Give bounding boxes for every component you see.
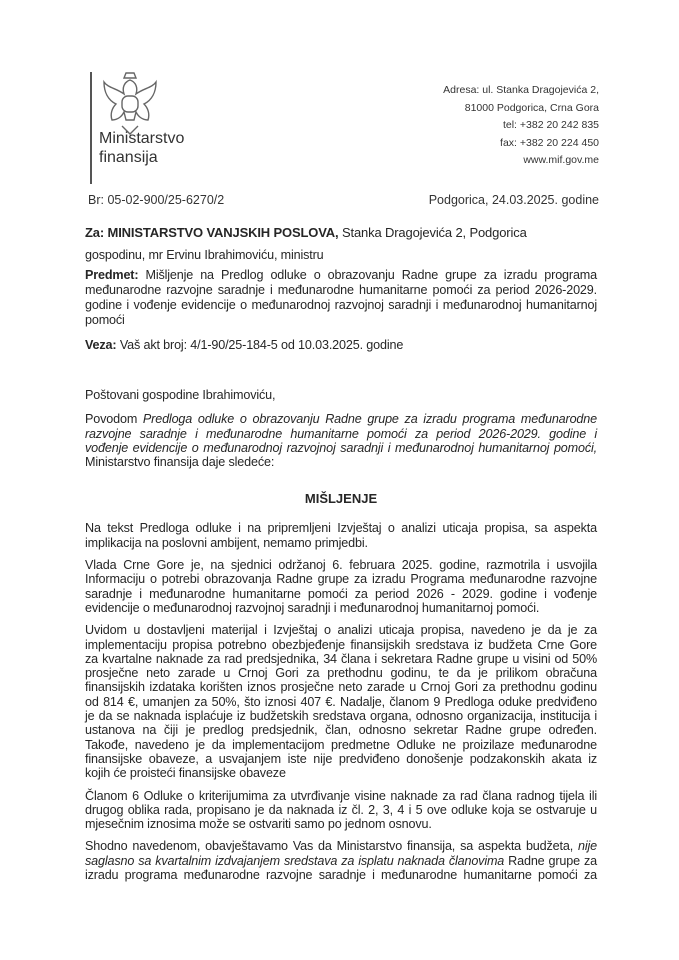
subject-line: međunarodne razvojne saradnje i međunarodne humanitarne pomoći za period 2026-2029. — [85, 283, 597, 297]
text-segment: kojih će proisteći finansijske obaveze — [85, 766, 286, 781]
text-segment: je da se naknada isplaćuje iz budžetskih sredstava organa, odnosno organizacija, institucija i — [85, 709, 597, 724]
text-line — [85, 521, 597, 535]
text-segment: saradnje i međunarodne humanitarne pomoći za period 2026 - 2029. godine i vođenje — [85, 586, 597, 601]
reference-label: Veza: — [85, 338, 117, 352]
reference-text: Vaš akt broj: 4/1-90/25-184-5 od 10.03.2025. godine — [116, 338, 404, 352]
text-line — [85, 854, 597, 868]
text-line — [85, 638, 597, 652]
article-6-paragraph — [85, 789, 597, 832]
text-segment: Na tekst Predloga odluke i na pripremljeni Izvještaj o analizi uticaja propisa, sa aspekta — [85, 521, 597, 536]
text-line — [85, 789, 597, 803]
salutation: Poštovani gospodine Ibrahimoviću, — [85, 388, 276, 402]
text-segment: od 814 €, umanjen za 50%, što iznosi 407 €. Nadalje, članom 9 Predloga oduke predviđeno — [85, 694, 597, 709]
address-line: Adresa: ul. Stanka Dragojevića 2, — [443, 84, 599, 96]
text-segment: drugog oblika rada, propisano je da naknada iz čl. 2, 3, 4 i 5 ove odluke koja se ostvaruje u — [85, 802, 597, 817]
text-line — [85, 441, 597, 455]
address-city: 81000 Podgorica, Crna Gora — [464, 101, 599, 114]
subject-label: Predmet: — [85, 268, 139, 282]
text-segment: Vlada Crne Gore je, na sjednici održanoj 6. februara 2025. godine, razmotrila i usvojila — [85, 558, 597, 573]
text-line — [85, 803, 597, 817]
text-segment: izradu programa međunarodne razvojne saradnje i međunarodne humanitarne pomoći za — [85, 868, 597, 883]
recipient-name: MINISTARSTVO VANJSKIH POSLOVA, — [107, 225, 339, 240]
text-line — [85, 652, 597, 666]
text-segment: Uvidom u dostavljeni materijal i Izvještaj o analizi uticaja propisa, navedeno je da je za — [85, 623, 597, 638]
text-segment: implementaciju propisa potrebno obezbjeđenje finansijskih sredstava iz budžeta Crne Gore — [85, 637, 597, 652]
recipient-line — [85, 225, 597, 240]
text-segment: Povodom — [85, 412, 143, 427]
government-paragraph — [85, 558, 597, 615]
text-line — [85, 817, 597, 831]
text-line — [85, 601, 597, 615]
subject-line: Mišljenje na Predlog odluke o obrazovanju Radne grupe za izradu programa — [138, 268, 597, 282]
text-line — [85, 868, 597, 882]
text-line — [85, 752, 597, 766]
text-line — [85, 738, 597, 752]
place-date: Podgorica, 24.03.2025. godine — [428, 193, 599, 207]
letterhead-divider — [90, 72, 92, 184]
no-remarks-paragraph — [85, 521, 597, 550]
text-segment: finansijskih izdataka korišten iznos prosječne neto zarade u Crnoj Gori za prethodnu godinu — [85, 680, 597, 695]
subject — [85, 268, 597, 328]
text-line — [85, 709, 597, 723]
recipient-person: gospodinu, mr Ervinu Ibrahimoviću, ministru — [85, 248, 324, 262]
italic-text: nije — [577, 839, 597, 854]
phone: tel: +382 20 242 835 — [502, 119, 599, 131]
text-line — [85, 427, 597, 441]
text-line — [85, 723, 597, 737]
text-segment: prosječne neto zarade u Crnoj Gori za prethodnu godinu, te da je prilikom obračuna — [85, 666, 597, 681]
text-segment: Takođe, navedeno je da implementacijom predmetne Odluke ne proizilaze međunarodne — [85, 737, 597, 752]
text-line — [85, 587, 597, 601]
italic-text: Predloga odluke o obrazovanju Radne grupe za izradu programa međunarodne — [142, 412, 597, 427]
coat-of-arms-icon — [100, 70, 160, 138]
text-segment: implikacija na poslovni ambijent, nemamo primjedbi. — [85, 535, 368, 550]
conclusion-paragraph — [85, 839, 597, 882]
text-segment: Informaciju o potrebi obrazovanja Radne grupe za izradu Programa međunarodne razvojne — [85, 572, 597, 587]
ministry-name — [99, 129, 184, 167]
ministry-name-line2: finansija — [99, 149, 158, 166]
text-line — [85, 412, 597, 426]
text-segment: Radne grupe za — [504, 853, 597, 868]
subject-line: pomoći — [85, 313, 125, 327]
text-line — [85, 680, 597, 694]
reference-number: Br: 05-02-900/25-6270/2 — [88, 193, 225, 207]
opinion-title: MIŠLJENJE — [304, 491, 378, 507]
text-segment: finansijske obaveze, a usvajanjem iste nije predviđeno donošenje podzakonskih akata iz — [85, 751, 597, 766]
text-segment: za kvartalne naknade za rad predsjednika, 34 člana i sekretara Radne grupe u visini od 50% — [85, 651, 597, 666]
text-line — [85, 666, 597, 680]
italic-text: saglasno sa kvartalnim izdvajanjem sredstava za isplatu naknada članovima — [85, 853, 505, 868]
text-segment: ustanova na čiji je predlog predsjednik, član, odnosno sekretar Radne grupe određen. — [85, 723, 597, 738]
intro-paragraph — [85, 412, 597, 469]
text-line — [85, 839, 597, 853]
ministry-name-line1: Ministarstvo — [99, 130, 185, 147]
letter-body — [85, 388, 597, 890]
text-line — [85, 558, 597, 572]
text-segment: Ministarstvo finansija daje sledeće: — [85, 455, 275, 470]
text-segment: mjesečnim iznosima može se ostvariti samo po jednom osnovu. — [85, 817, 432, 832]
recipient-label: Za: — [85, 225, 105, 240]
subject-line: godine i vođenje evidencije o međunarodnoj razvojnoj saradnji i međunarodnoj humanitarnoj — [85, 298, 597, 312]
text-line — [85, 623, 597, 637]
website[interactable]: www.mif.gov.me — [523, 154, 599, 166]
fax: fax: +382 20 224 450 — [500, 136, 599, 149]
text-line — [85, 695, 597, 709]
text-segment: Shodno navedenom, obavještavamo Vas da Ministarstvo finansija, sa aspekta budžeta, — [85, 839, 578, 854]
text-line — [85, 455, 597, 469]
recipient-address: Stanka Dragojevića 2, Podgorica — [338, 225, 527, 240]
italic-text: vođenje evidencije o međunarodnoj razvojnoj saradnji i međunarodnoj humanitarnoj pomoći, — [85, 440, 597, 455]
analysis-paragraph — [85, 623, 597, 780]
text-segment: evidencije o međunarodnoj razvojnoj saradnji i međunarodnoj humanitarnoj pomoći. — [85, 600, 540, 615]
address-block — [443, 82, 599, 170]
text-line — [85, 572, 597, 586]
italic-text: razvojne saradnje i međunarodne humanitarne pomoći za period 2026-2029. godine i — [85, 426, 597, 441]
text-line — [85, 766, 597, 780]
reference — [85, 338, 597, 353]
text-segment: Članom 6 Odluke o kriterijumima za utvrđivanje visine naknade za rad člana radnog tijela ili — [85, 788, 597, 803]
text-line — [85, 536, 597, 550]
